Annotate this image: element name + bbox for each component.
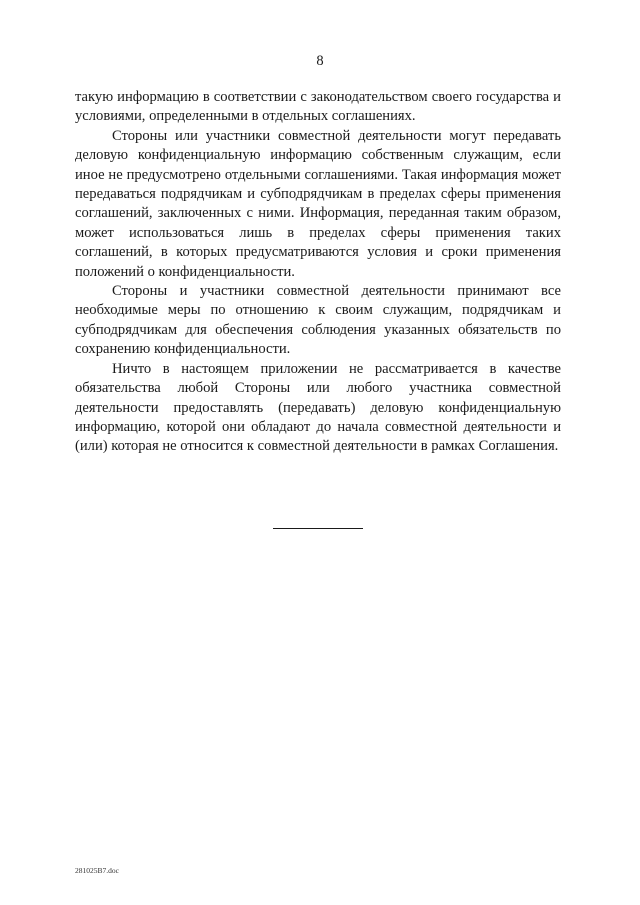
paragraph-necessary-measures: Стороны и участники совместной деятельности принимают все необходимые меры по отношению к своим служащим, подрядчикам и субподрядчикам для обеспечения соблюдения указанных обязательств по сохранению конфиденциальности. bbox=[75, 283, 561, 358]
paragraph-no-obligation: Ничто в настоящем приложении не рассматривается в качестве обязательства любой Стороны или любого участника совместной деятельности предоставлять (передавать) деловую конфиденциальную информацию, которой они обладают до начала совместной деятельности и (или) которая не относится к совместной деятельности в рамках Соглашения. bbox=[75, 360, 561, 455]
document-body bbox=[75, 88, 561, 457]
footer-filename: 281025В7.doc bbox=[75, 866, 119, 875]
end-of-text-separator bbox=[273, 528, 363, 529]
page-number: 8 bbox=[316, 53, 324, 69]
paragraph-disclosure-to-employees: Стороны или участники совместной деятельности могут передавать деловую конфиденциальную информацию собственным служащим, если иное не предусмотрено отдельными соглашениями. Такая информация может передаваться подрядчикам и субподрядчикам в пределах сферы применения соглашений, заключенных с ними. Информация, переданная таким образом, может использоваться лишь в пределах сферы применения таких соглашений, в которых предусматриваются условия и сроки применения положений о конфиденциальности. bbox=[75, 127, 561, 280]
paragraph-continuation: такую информацию в соответствии с законодательством своего государства и условиями, определенными в отдельных соглашениях. bbox=[75, 89, 561, 125]
